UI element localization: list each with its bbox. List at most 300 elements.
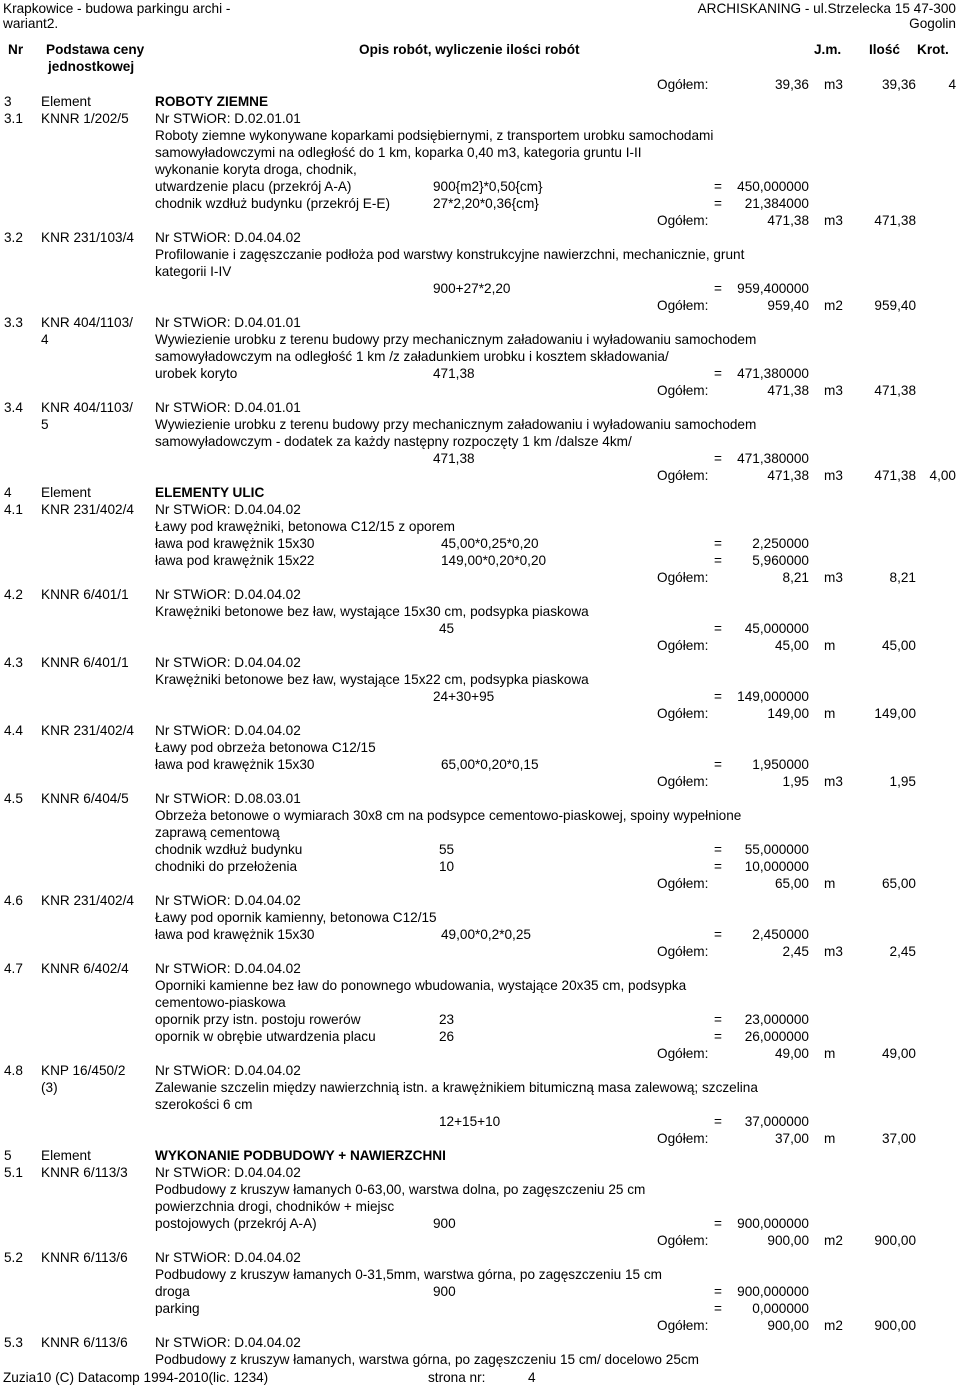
quantity-formula: 45,00*0,25*0,20 <box>441 536 539 551</box>
position-row <box>0 93 960 110</box>
total-value: 900,00 <box>767 1318 809 1333</box>
total-row <box>0 637 960 654</box>
total-value: 471,38 <box>767 468 809 483</box>
formula-result: 21,384000 <box>744 196 809 211</box>
item-description: Podbudowy z kruszyw łamanych 0-31,5mm, warstwa górna, po zagęszczeniu 15 cm <box>155 1267 662 1282</box>
total-value: 45,00 <box>774 638 809 653</box>
description-row <box>0 280 960 297</box>
quantity: 8,21 <box>889 570 916 585</box>
price-basis: KNNR 6/401/1 <box>41 655 129 670</box>
quantity-formula: 471,38 <box>433 451 475 466</box>
column-header-basis-2: jednostkowej <box>48 59 135 74</box>
quantity-formula: 900+27*2,20 <box>433 281 511 296</box>
description-row <box>0 1181 960 1198</box>
item-description: opornik przy istn. postoju rowerów <box>155 1012 361 1027</box>
total-row <box>0 1130 960 1147</box>
position-row <box>0 501 960 518</box>
formula-result: 23,000000 <box>744 1012 809 1027</box>
equals-sign: = <box>714 927 722 942</box>
total-value: 8,21 <box>782 570 809 585</box>
company-line2: Gogolin <box>909 16 956 31</box>
item-description: kategorii I-IV <box>155 264 232 279</box>
position-row <box>0 1164 960 1181</box>
item-number: 5.2 <box>4 1250 23 1265</box>
quantity-formula: 55 <box>439 842 455 857</box>
price-basis: KNR 231/103/4 <box>41 230 134 245</box>
item-description: Nr STWiOR: D.04.04.02 <box>155 961 301 976</box>
description-row <box>0 824 960 841</box>
equals-sign: = <box>714 1029 722 1044</box>
quantity: 900,00 <box>874 1233 916 1248</box>
quantity: 65,00 <box>881 876 916 891</box>
item-number: 4.4 <box>4 723 23 738</box>
item-description: ława pod krawężnik 15x30 <box>155 536 315 551</box>
item-description: Nr STWiOR: D.04.04.02 <box>155 230 301 245</box>
item-number: 4.5 <box>4 791 23 806</box>
position-row <box>0 1062 960 1079</box>
item-description: Nr STWiOR: D.04.04.02 <box>155 723 301 738</box>
total-row <box>0 1045 960 1062</box>
position-row <box>0 722 960 739</box>
column-header-nr: Nr <box>8 42 24 57</box>
description-row <box>0 994 960 1011</box>
total-value: 49,00 <box>774 1046 809 1061</box>
item-description: ława pod krawężnik 15x30 <box>155 927 315 942</box>
position-row <box>0 892 960 909</box>
item-description: ELEMENTY ULIC <box>155 485 265 500</box>
equals-sign: = <box>714 757 722 772</box>
item-description: urobek koryto <box>155 366 238 381</box>
unit: m2 <box>824 1233 843 1248</box>
item-description: cementowo-piaskowa <box>155 995 286 1010</box>
unit: m3 <box>824 774 843 789</box>
description-row <box>0 926 960 943</box>
price-basis: KNNR 6/113/6 <box>41 1250 128 1265</box>
position-row <box>0 790 960 807</box>
unit: m <box>824 876 836 891</box>
description-row <box>0 433 960 450</box>
project-title-line2: wariant2. <box>3 16 59 31</box>
total-value: 149,00 <box>767 706 809 721</box>
equals-sign: = <box>714 553 722 568</box>
total-value: 471,38 <box>767 383 809 398</box>
total-value: 2,45 <box>782 944 809 959</box>
description-row <box>0 263 960 280</box>
description-row <box>0 1011 960 1028</box>
unit: m <box>824 638 836 653</box>
position-row <box>0 586 960 603</box>
position-row <box>0 484 960 501</box>
item-description: Nr STWiOR: D.04.04.02 <box>155 502 301 517</box>
description-row <box>0 535 960 552</box>
item-number: 3 <box>4 94 12 109</box>
price-basis: KNR 404/1103/ <box>41 315 133 330</box>
unit: m <box>824 1046 836 1061</box>
column-header-multiplier: Krot. <box>917 42 949 57</box>
quantity: 149,00 <box>874 706 916 721</box>
description-row <box>0 1096 960 1113</box>
price-basis: KNR 231/402/4 <box>41 723 134 738</box>
item-description: Ławy pod obrzeża betonowa C12/15 <box>155 740 376 755</box>
total-label: Ogółem: <box>657 944 709 959</box>
quantity: 37,00 <box>881 1131 916 1146</box>
item-description: Roboty ziemne wykonywane koparkami podsiębiernymi, z transportem urobku samochodami <box>155 128 714 143</box>
unit: m2 <box>824 1318 843 1333</box>
project-title-line1: Krapkowice - budowa parkingu archi - <box>3 1 231 16</box>
unit: m <box>824 1131 836 1146</box>
position-row <box>0 1147 960 1164</box>
equals-sign: = <box>714 1301 722 1316</box>
total-label: Ogółem: <box>657 706 709 721</box>
unit: m3 <box>824 383 843 398</box>
item-description: ława pod krawężnik 15x22 <box>155 553 315 568</box>
item-description: chodniki do przełożenia <box>155 859 298 874</box>
total-label: Ogółem: <box>657 570 709 585</box>
item-description: Nr STWiOR: D.08.03.01 <box>155 791 301 806</box>
formula-result: 471,380000 <box>737 451 809 466</box>
quantity-formula: 65,00*0,20*0,15 <box>441 757 539 772</box>
item-description: droga <box>155 1284 190 1299</box>
total-label: Ogółem: <box>657 876 709 891</box>
top-total-multiplier: 4 <box>948 77 956 92</box>
total-row <box>0 705 960 722</box>
position-row <box>0 960 960 977</box>
column-header-description: Opis robót, wyliczenie ilości robót <box>359 42 580 57</box>
item-description: Podbudowy z kruszyw łamanych 0-63,00, warstwa dolna, po zagęszczeniu 25 cm <box>155 1182 646 1197</box>
quantity-formula: 45 <box>439 621 455 636</box>
item-description: Wywiezienie urobku z terenu budowy przy mechanicznym załadowaniu i wyładowaniu samochodem <box>155 417 757 432</box>
total-row <box>0 773 960 790</box>
total-row <box>0 875 960 892</box>
total-value: 37,00 <box>774 1131 809 1146</box>
equals-sign: = <box>714 536 722 551</box>
item-description: ława pod krawężnik 15x30 <box>155 757 315 772</box>
price-basis: KNNR 6/401/1 <box>41 587 129 602</box>
description-row <box>0 688 960 705</box>
description-row <box>0 416 960 433</box>
price-basis: KNNR 6/113/3 <box>41 1165 128 1180</box>
unit: m3 <box>824 570 843 585</box>
price-basis: KNR 231/402/4 <box>41 893 134 908</box>
total-row <box>0 212 960 229</box>
page-header <box>0 0 960 92</box>
multiplier: 4,00 <box>929 468 956 483</box>
item-number: 4.6 <box>4 893 23 908</box>
total-value: 959,40 <box>767 298 809 313</box>
description-row <box>0 450 960 467</box>
price-basis: KNNR 6/404/5 <box>41 791 129 806</box>
item-description: Nr STWiOR: D.04.04.02 <box>155 1250 301 1265</box>
formula-result: 26,000000 <box>744 1029 809 1044</box>
item-description: samowyładowczym - dodatek za każdy następny rozpoczęty 1 km /dalsze 4km/ <box>155 434 632 449</box>
item-description: parking <box>155 1301 200 1316</box>
quantity-formula: 471,38 <box>433 366 475 381</box>
position-row <box>0 314 960 331</box>
quantity-formula: 27*2,20*0,36{cm} <box>433 196 539 211</box>
quantity-formula: 26 <box>439 1029 455 1044</box>
item-description: Podbudowy z kruszyw łamanych, warstwa górna, po zagęszczeniu 15 cm/ docelowo 25cm <box>155 1352 700 1367</box>
description-row <box>0 1266 960 1283</box>
description-row <box>0 365 960 382</box>
unit: m <box>824 706 836 721</box>
item-description: utwardzenie placu (przekrój A-A) <box>155 179 352 194</box>
formula-result: 37,000000 <box>744 1114 809 1129</box>
equals-sign: = <box>714 1012 722 1027</box>
formula-result: 0,000000 <box>752 1301 809 1316</box>
column-header-unit: J.m. <box>814 42 842 57</box>
formula-result: 900,000000 <box>737 1284 809 1299</box>
description-row <box>0 1300 960 1317</box>
price-basis: 4 <box>41 332 49 347</box>
item-number: 3.1 <box>4 111 23 126</box>
item-number: 4.3 <box>4 655 23 670</box>
item-description: opornik w obrębie utwardzenia placu <box>155 1029 376 1044</box>
total-row <box>0 1317 960 1334</box>
item-description: Wywiezienie urobku z terenu budowy przy mechanicznym załadowaniu i wyładowaniu samochodem <box>155 332 757 347</box>
formula-result: 55,000000 <box>744 842 809 857</box>
company-line1: ARCHISKANING - ul.Strzelecka 15 47-300 <box>697 1 956 16</box>
description-row <box>0 1198 960 1215</box>
description-row <box>0 161 960 178</box>
description-row <box>0 331 960 348</box>
equals-sign: = <box>714 179 722 194</box>
quantity: 471,38 <box>874 383 916 398</box>
equals-sign: = <box>714 842 722 857</box>
quantity-formula: 10 <box>439 859 455 874</box>
unit: m3 <box>824 944 843 959</box>
item-number: 4.1 <box>4 502 23 517</box>
equals-sign: = <box>714 281 722 296</box>
description-row <box>0 552 960 569</box>
position-row <box>0 1334 960 1351</box>
item-description: Nr STWiOR: D.04.04.02 <box>155 893 301 908</box>
quantity: 1,95 <box>889 774 916 789</box>
position-row <box>0 110 960 127</box>
price-basis: KNP 16/450/2 <box>41 1063 126 1078</box>
quantity: 2,45 <box>889 944 916 959</box>
position-row <box>0 399 960 416</box>
quantity-formula: 23 <box>439 1012 455 1027</box>
description-row <box>0 977 960 994</box>
item-description: Nr STWiOR: D.04.04.02 <box>155 1063 301 1078</box>
formula-result: 149,000000 <box>737 689 809 704</box>
price-basis: Element <box>41 94 91 109</box>
description-row <box>0 739 960 756</box>
description-row <box>0 909 960 926</box>
item-description: samowyładowczym na odległość 1 km /z załadunkiem urobku i kosztem składowania/ <box>155 349 669 364</box>
item-description: Nr STWiOR: D.04.01.01 <box>155 315 301 330</box>
position-row <box>0 654 960 671</box>
total-label: Ogółem: <box>657 383 709 398</box>
column-header-quantity: Ilość <box>869 42 900 57</box>
quantity: 471,38 <box>874 468 916 483</box>
item-description: powierzchnia drogi, chodników + miejsc <box>155 1199 395 1214</box>
formula-result: 2,250000 <box>752 536 809 551</box>
quantity-formula: 900 <box>433 1284 456 1299</box>
item-description: szerokości 6 cm <box>155 1097 253 1112</box>
item-description: Obrzeża betonowe o wymiarach 30x8 cm na podsypce cementowo-piaskowej, spoiny wypełnione <box>155 808 742 823</box>
quantity-formula: 900{m2}*0,50{cm} <box>433 179 543 194</box>
total-row <box>0 1232 960 1249</box>
total-label: Ogółem: <box>657 1046 709 1061</box>
item-number: 3.4 <box>4 400 23 415</box>
footer-page-number: 4 <box>528 1370 536 1385</box>
price-basis: Element <box>41 1148 91 1163</box>
equals-sign: = <box>714 1284 722 1299</box>
top-total-unit: m3 <box>824 77 843 92</box>
price-basis: KNNR 1/202/5 <box>41 111 129 126</box>
quantity-formula: 49,00*0,2*0,25 <box>441 927 531 942</box>
description-row <box>0 756 960 773</box>
total-row <box>0 297 960 314</box>
item-description: chodnik wzdłuż budynku (przekrój E-E) <box>155 196 390 211</box>
item-description: Profilowanie i zagęszczanie podłoża pod warstwy konstrukcyjne nawierzchni, mechanicznie, grunt <box>155 247 745 262</box>
item-description: Krawężniki betonowe bez ław, wystające 15x30 cm, podsypka piaskowa <box>155 604 589 619</box>
description-row <box>0 1351 960 1368</box>
formula-result: 450,000000 <box>737 179 809 194</box>
description-row <box>0 518 960 535</box>
item-number: 5.3 <box>4 1335 23 1350</box>
price-basis: KNNR 6/402/4 <box>41 961 129 976</box>
total-label: Ogółem: <box>657 298 709 313</box>
description-row <box>0 127 960 144</box>
quantity-formula: 24+30+95 <box>433 689 495 704</box>
item-description: samowyładowczymi na odległość do 1 km, koparka 0,40 m3, kategoria gruntu I-II <box>155 145 642 160</box>
price-basis: Element <box>41 485 91 500</box>
quantity: 49,00 <box>881 1046 916 1061</box>
item-description: zaprawą cementową <box>155 825 280 840</box>
total-label: Ogółem: <box>657 1131 709 1146</box>
item-number: 4.8 <box>4 1063 23 1078</box>
description-row <box>0 671 960 688</box>
formula-result: 45,000000 <box>744 621 809 636</box>
item-description: Krawężniki betonowe bez ław, wystające 15x22 cm, podsypka piaskowa <box>155 672 589 687</box>
item-description: Nr STWiOR: D.04.04.02 <box>155 587 301 602</box>
item-description: Zalewanie szczelin między nawierzchnią istn. a krawężnikiem bitumiczną masa zalewową; szczelina <box>155 1080 758 1095</box>
item-description: Nr STWiOR: D.04.01.01 <box>155 400 301 415</box>
quantity: 471,38 <box>874 213 916 228</box>
item-number: 4.7 <box>4 961 23 976</box>
total-row <box>0 382 960 399</box>
total-label: Ogółem: <box>657 468 709 483</box>
item-description: Ławy pod opornik kamienny, betonowa C12/15 <box>155 910 437 925</box>
equals-sign: = <box>714 1114 722 1129</box>
unit: m2 <box>824 298 843 313</box>
quantity-formula: 149,00*0,20*0,20 <box>441 553 547 568</box>
description-row <box>0 144 960 161</box>
item-number: 4 <box>4 485 12 500</box>
total-row <box>0 569 960 586</box>
top-total-value: 39,36 <box>774 77 809 92</box>
total-value: 471,38 <box>767 213 809 228</box>
price-basis: KNR 404/1103/ <box>41 400 133 415</box>
unit: m3 <box>824 213 843 228</box>
description-row <box>0 246 960 263</box>
description-row <box>0 1079 960 1096</box>
item-description: chodnik wzdłuż budynku <box>155 842 303 857</box>
quantity: 900,00 <box>874 1318 916 1333</box>
quantity: 959,40 <box>874 298 916 313</box>
item-description: Nr STWiOR: D.04.04.02 <box>155 655 301 670</box>
price-basis: KNNR 6/113/6 <box>41 1335 128 1350</box>
item-description: Nr STWiOR: D.04.04.02 <box>155 1335 301 1350</box>
item-number: 3.2 <box>4 230 23 245</box>
description-row <box>0 348 960 365</box>
item-number: 5.1 <box>4 1165 23 1180</box>
equals-sign: = <box>714 196 722 211</box>
equals-sign: = <box>714 621 722 636</box>
total-label: Ogółem: <box>657 774 709 789</box>
footer-software: Zuzia10 (C) Datacomp 1994-2010(lic. 1234) <box>3 1370 269 1385</box>
formula-result: 959,400000 <box>737 281 809 296</box>
position-row <box>0 1249 960 1266</box>
item-description: wykonanie koryta droga, chodnik, <box>155 162 357 177</box>
top-total-quantity: 39,36 <box>881 77 916 92</box>
formula-result: 2,450000 <box>752 927 809 942</box>
total-row <box>0 943 960 960</box>
item-number: 4.2 <box>4 587 23 602</box>
item-description: WYKONANIE PODBUDOWY + NAWIERZCHNI <box>155 1148 446 1163</box>
price-basis: 5 <box>41 417 49 432</box>
total-label: Ogółem: <box>657 1233 709 1248</box>
total-label: Ogółem: <box>657 213 709 228</box>
formula-result: 471,380000 <box>737 366 809 381</box>
description-row <box>0 603 960 620</box>
equals-sign: = <box>714 689 722 704</box>
formula-result: 900,000000 <box>737 1216 809 1231</box>
item-description: Nr STWiOR: D.02.01.01 <box>155 111 301 126</box>
description-row <box>0 178 960 195</box>
item-description: Oporniki kamienne bez ław do ponownego wbudowania, wystające 20x35 cm, podsypka <box>155 978 687 993</box>
item-description: Nr STWiOR: D.04.04.02 <box>155 1165 301 1180</box>
quantity: 45,00 <box>881 638 916 653</box>
quantity-formula: 12+15+10 <box>439 1114 501 1129</box>
column-header-basis: Podstawa ceny <box>46 42 145 57</box>
description-row <box>0 1215 960 1232</box>
total-label: Ogółem: <box>657 638 709 653</box>
total-row <box>0 467 960 484</box>
description-row <box>0 807 960 824</box>
description-row <box>0 1283 960 1300</box>
item-description: ROBOTY ZIEMNE <box>155 94 269 109</box>
footer-page-label: strona nr: <box>428 1370 486 1385</box>
item-number: 5 <box>4 1148 12 1163</box>
formula-result: 1,950000 <box>752 757 809 772</box>
top-total-label: Ogółem: <box>657 77 709 92</box>
item-description: Ławy pod krawężniki, betonowa C12/15 z oporem <box>155 519 455 534</box>
equals-sign: = <box>714 451 722 466</box>
price-basis: (3) <box>41 1080 58 1095</box>
description-row <box>0 620 960 637</box>
equals-sign: = <box>714 366 722 381</box>
formula-result: 10,000000 <box>744 859 809 874</box>
position-row <box>0 229 960 246</box>
total-value: 65,00 <box>774 876 809 891</box>
price-basis: KNR 231/402/4 <box>41 502 134 517</box>
unit: m3 <box>824 468 843 483</box>
formula-result: 5,960000 <box>752 553 809 568</box>
equals-sign: = <box>714 1216 722 1231</box>
quantity-formula: 900 <box>433 1216 456 1231</box>
equals-sign: = <box>714 859 722 874</box>
item-number: 3.3 <box>4 315 23 330</box>
total-value: 900,00 <box>767 1233 809 1248</box>
description-row <box>0 195 960 212</box>
description-row <box>0 1028 960 1045</box>
description-row <box>0 841 960 858</box>
item-description: postojowych (przekrój A-A) <box>155 1216 317 1231</box>
total-value: 1,95 <box>782 774 809 789</box>
